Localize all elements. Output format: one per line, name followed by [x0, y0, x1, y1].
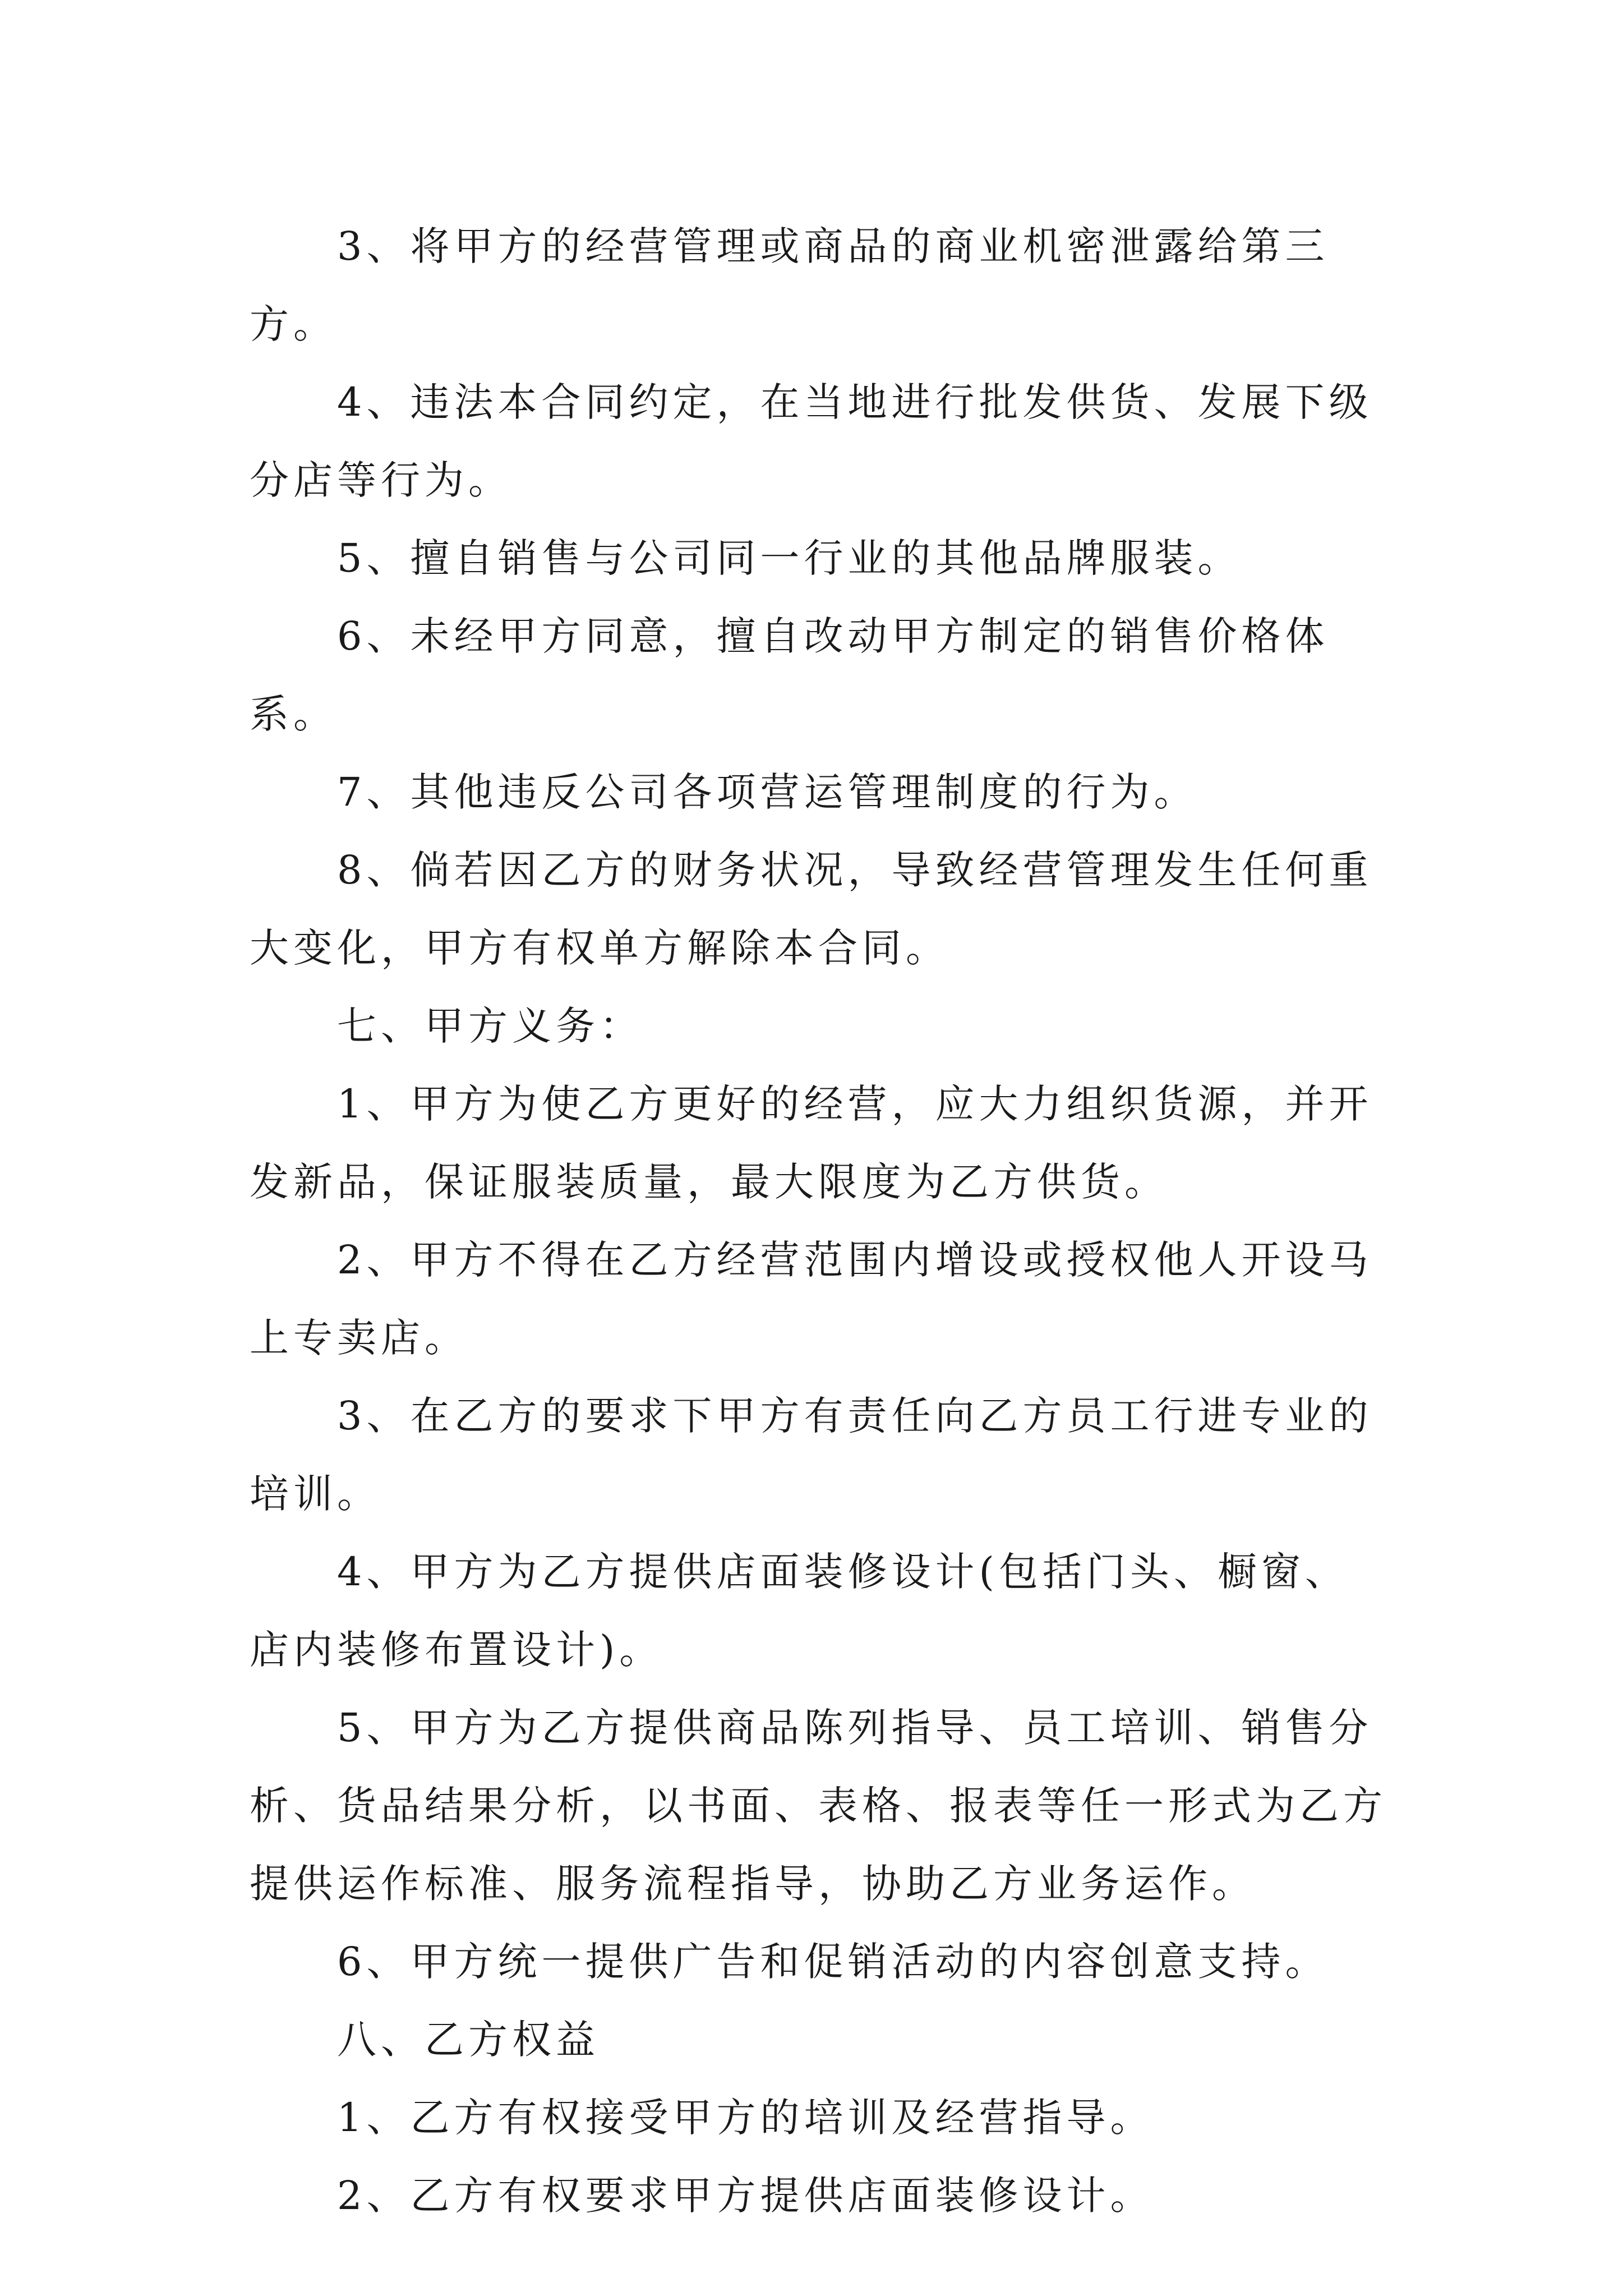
- section-heading-7: 七、甲方义务：: [337, 1003, 643, 1049]
- paragraph-clause-5: 5、擅自销售与公司同一行业的其他品牌服装。: [337, 535, 1242, 581]
- paragraph-duty-4: 4、甲方为乙方提供店面装修设计(包括门头、橱窗、店内装修布置设计)。: [250, 1549, 1349, 1673]
- paragraph-clause-7: 7、其他违反公司各项营运管理制度的行为。: [337, 769, 1198, 815]
- paragraph-right-2: 2、乙方有权要求甲方提供店面装修设计。: [337, 2173, 1154, 2219]
- paragraph-duty-5: 5、甲方为乙方提供商品陈列指导、员工培训、销售分析、货品结果分析，以书面、表格、报表等任一形式为乙方提供运作标准、服务流程指导，协助乙方业务运作。: [250, 1705, 1387, 1907]
- paragraph-clause-8: 8、倘若因乙方的财务状况，导致经营管理发生任何重大变化，甲方有权单方解除本合同。: [250, 847, 1373, 971]
- paragraph-duty-1: 1、甲方为使乙方更好的经营，应大力组织货源，并开发新品，保证服装质量，最大限度为乙方供货。: [250, 1081, 1373, 1205]
- document-body: [250, 208, 1388, 2235]
- paragraph-clause-6: 6、未经甲方同意，擅自改动甲方制定的销售价格体系。: [250, 613, 1329, 737]
- section-heading-8: 八、乙方权益: [337, 2017, 600, 2063]
- paragraph-clause-3: 3、将甲方的经营管理或商品的商业机密泄露给第三方。: [250, 223, 1329, 347]
- paragraph-duty-3: 3、在乙方的要求下甲方有责任向乙方员工行进专业的培训。: [250, 1393, 1373, 1517]
- paragraph-clause-4: 4、违法本合同约定，在当地进行批发供货、发展下级分店等行为。: [250, 379, 1373, 503]
- paragraph-right-1: 1、乙方有权接受甲方的培训及经营指导。: [337, 2095, 1154, 2141]
- paragraph-duty-2: 2、甲方不得在乙方经营范围内增设或授权他人开设马上专卖店。: [250, 1237, 1373, 1361]
- paragraph-duty-6: 6、甲方统一提供广告和促销活动的内容创意支持。: [337, 1939, 1329, 1985]
